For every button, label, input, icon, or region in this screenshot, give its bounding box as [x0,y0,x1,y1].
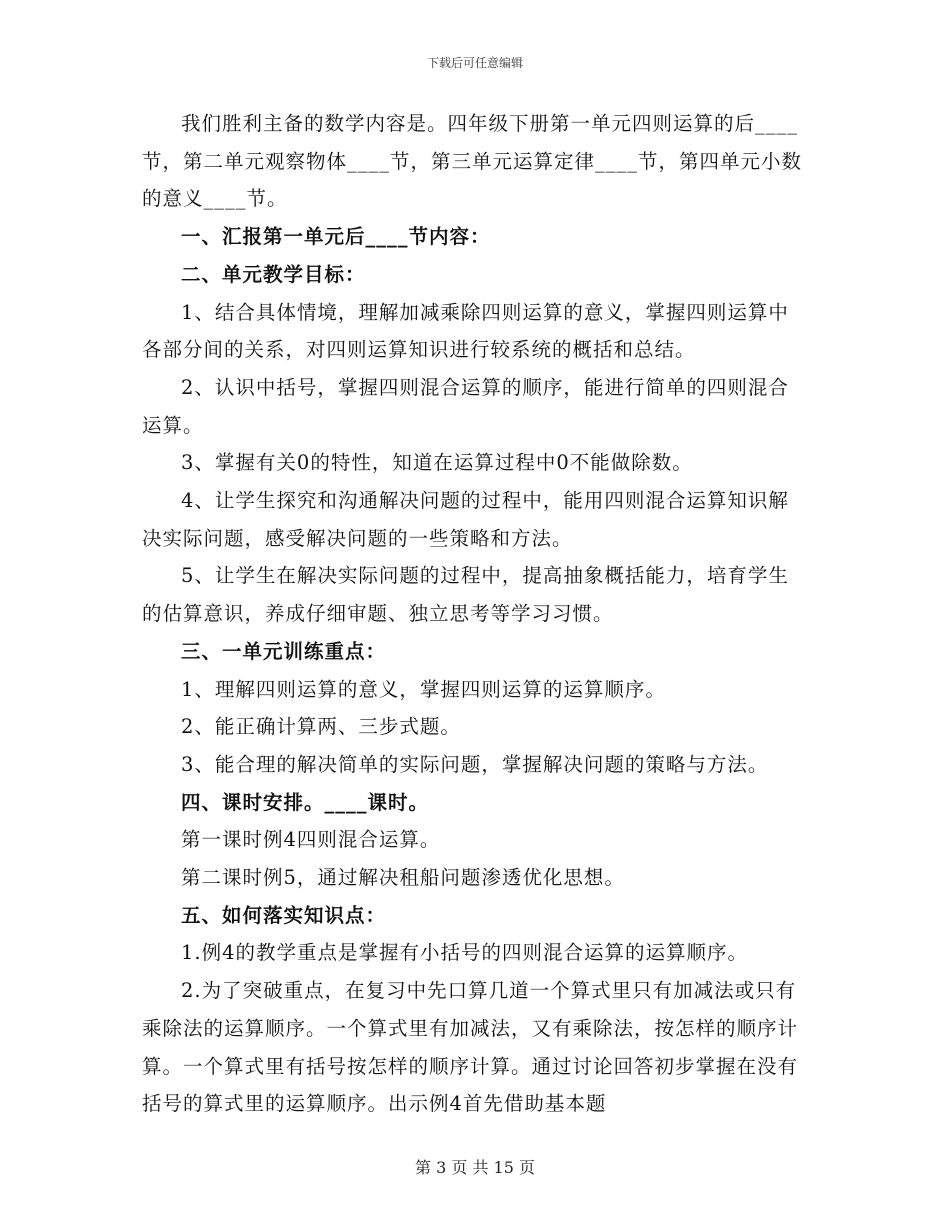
section-heading-5: 五、如何落实知识点： [181,903,387,927]
section-heading-2: 二、单元教学目标： [181,262,366,286]
goal-item-1: 1、结合具体情境，理解加减乘除四则运算的意义，掌握四则运算中各部分间的关系，对四则运算知识进行较系统的概括和总结。 [142,300,789,362]
section-heading-3: 三、一单元训练重点： [181,639,387,663]
section-heading-4: 四、课时安排。____课时。 [181,790,430,814]
focus-item-3: 3、能合理的解决简单的实际问题，掌握解决问题的策略与方法。 [181,752,769,776]
method-item-2: 2.为了突破重点，在复习中先口算几道一个算式里只有加减法或只有乘除法的运算顺序。一个算式里有加减法，又有乘除法，按怎样的顺序计算。一个算式里有括号按怎样的顺序计算。通过讨论回答初步掌握在没有括号的算式里的运算顺序。出示例4首先借助基本题 [142,979,799,1116]
goal-item-2: 2、认识中括号，掌握四则混合运算的顺序，能进行简单的四则混合运算。 [142,375,789,437]
focus-item-2: 2、能正确计算两、三步式题。 [181,715,461,739]
lesson-item-2: 第二课时例5，通过解决租船问题渗透优化思想。 [181,866,625,890]
goal-item-3: 3、掌握有关0的特性，知道在运算过程中0不能做除数。 [181,451,693,475]
lesson-item-1: 第一课时例4四则混合运算。 [181,828,441,852]
method-item-1: 1.例4的教学重点是掌握有小括号的四则混合运算的运算顺序。 [181,941,749,965]
page-footer: 第 3 页 共 15 页 [415,1158,535,1177]
intro-paragraph: 我们胜利主备的数学内容是。四年级下册第一单元四则运算的后____节，第二单元观察物体____节，第三单元运算定律____节，第四单元小数的意义____节。 [142,112,803,211]
page-header: 下载后可任意编辑 [426,56,523,70]
goal-item-4: 4、让学生探究和沟通解决问题的过程中，能用四则混合运算知识解决实际问题，感受解决问题的一些策略和方法。 [142,489,789,550]
document-body [142,105,808,1123]
focus-item-1: 1、理解四则运算的意义，掌握四则运算的运算顺序。 [181,677,666,701]
section-heading-1: 一、汇报第一单元后____节内容： [181,225,491,249]
goal-item-5: 5、让学生在解决实际问题的过程中，提高抽象概括能力，培育学生的估算意识，养成仔细审题、独立思考等学习习惯。 [142,564,789,626]
